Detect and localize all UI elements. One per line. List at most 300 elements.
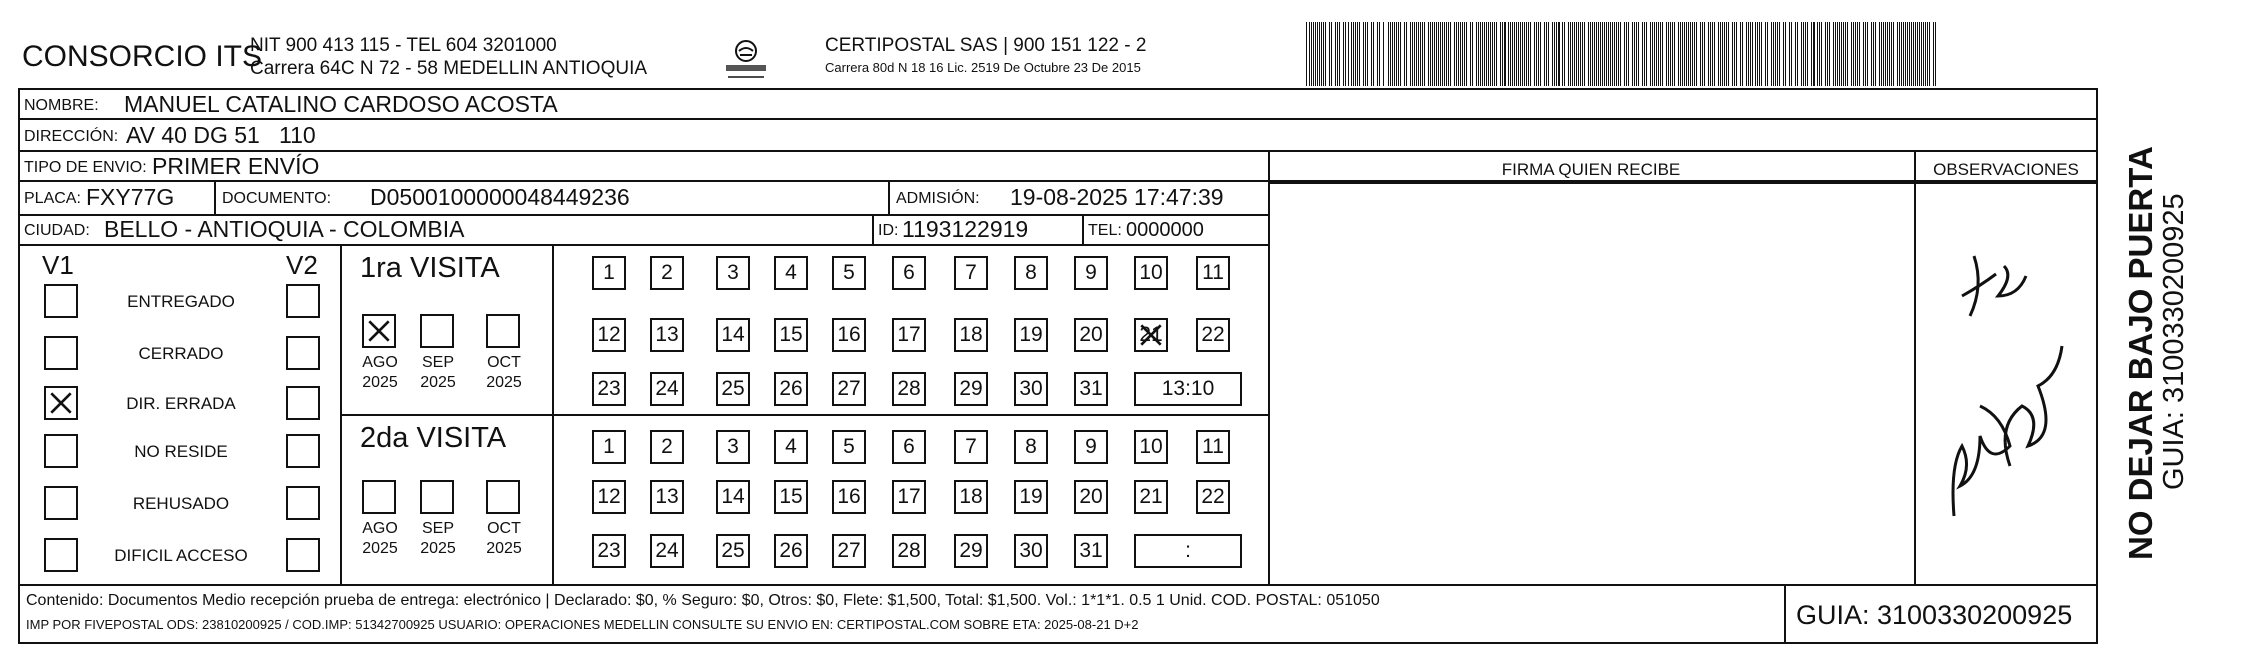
day-checkbox[interactable]: 20 [1074,318,1108,352]
barcode-bar [1871,22,1872,86]
license-line: Carrera 80d N 18 16 Lic. 2519 De Octubre 23 De 2015 [825,60,1141,75]
barcode-bar [1750,22,1751,86]
barcode-bar [1514,22,1515,86]
barcode-bar [1752,22,1753,86]
day-checkbox[interactable]: 22 [1196,480,1230,514]
barcode-bar [1618,22,1619,86]
barcode-bar [1722,22,1723,86]
nit-line: NIT 900 413 115 - TEL 604 3201000 [250,35,557,56]
tipo-value: PRIMER ENVÍO [152,153,320,179]
day-checkbox[interactable]: 21 [1134,318,1168,352]
day-checkbox[interactable]: 1 [592,256,626,290]
day-checkbox[interactable]: 26 [774,372,808,406]
visit2-title: 2da VISITA [360,422,507,454]
day-checkbox[interactable]: 29 [954,372,988,406]
barcode-bar [1710,22,1711,86]
barcode-bar [1642,22,1643,86]
barcode-bar [1889,22,1890,86]
status-v2-checkbox[interactable] [286,434,320,468]
status-v2-checkbox[interactable] [286,486,320,520]
barcode-bar [1696,22,1697,86]
barcode-bar [1817,22,1818,86]
barcode-bar [1392,22,1393,86]
observaciones-header: OBSERVACIONES [1933,160,2079,179]
barcode-bar [1692,22,1693,86]
barcode-bar [1819,22,1820,86]
day-checkbox[interactable]: 10 [1134,430,1168,464]
barcode-bar [1594,22,1595,86]
barcode-bar [1702,22,1703,86]
month-checkbox[interactable] [420,480,454,514]
barcode-bar [1897,22,1898,86]
day-checkbox[interactable]: 17 [892,480,926,514]
barcode-bar [1534,22,1535,86]
barcode-bar [1654,22,1655,86]
day-checkbox[interactable]: 5 [832,256,866,290]
v1-label: V1 [42,250,74,280]
barcode-bar [1564,22,1565,86]
tipo-label: TIPO DE ENVIO: [24,159,147,176]
day-checkbox[interactable]: 4 [774,430,808,464]
barcode-bar [1668,22,1669,86]
company-name: CONSORCIO ITS [22,40,263,73]
barcode-bar [1406,22,1407,86]
day-checkbox[interactable]: 30 [1014,534,1048,568]
barcode-bar [1516,22,1517,86]
status-v1-checkbox[interactable] [44,538,78,572]
day-checkbox[interactable]: 22 [1196,318,1230,352]
barcode-bar [1584,22,1585,86]
barcode-bar [1893,22,1894,86]
barcode-bar [1811,22,1812,86]
barcode-bar [1636,22,1637,86]
barcode-bar [1464,22,1465,86]
barcode-bar [1570,22,1571,86]
day-checkbox[interactable]: 19 [1014,480,1048,514]
day-checkbox[interactable]: 14 [716,318,750,352]
day-checkbox[interactable]: 6 [892,256,926,290]
day-checkbox[interactable]: 6 [892,430,926,464]
barcode-bar [1383,22,1384,86]
month-label: AGO [362,354,398,371]
barcode-bar [1795,22,1796,86]
barcode-bar [1422,22,1423,86]
barcode-bar [1686,22,1687,86]
direccion-value: AV 40 DG 51 110 [126,122,316,148]
barcode-bar [1925,22,1926,86]
day-checkbox[interactable]: 31 [1074,372,1108,406]
barcode-bar [1837,22,1838,86]
barcode-bar [1528,22,1529,86]
barcode-bar [1608,22,1609,86]
status-label: CERRADO [138,344,224,363]
day-checkbox[interactable]: 28 [892,534,926,568]
barcode-bar [1520,22,1521,86]
barcode-bar [1412,22,1413,86]
day-checkbox[interactable]: 17 [892,318,926,352]
day-checkbox[interactable]: 15 [774,480,808,514]
barcode-bar [1652,22,1653,86]
day-checkbox[interactable]: 18 [954,318,988,352]
barcode-bar [1588,22,1589,86]
barcode-bar [1847,22,1848,86]
day-checkbox[interactable]: 25 [716,372,750,406]
barcode-bar [1783,22,1784,86]
day-checkbox[interactable]: 19 [1014,318,1048,352]
day-checkbox[interactable]: 9 [1074,430,1108,464]
month-checkbox[interactable] [486,314,520,348]
day-checkbox[interactable]: 3 [716,256,750,290]
barcode-bar [1482,22,1483,86]
documento-value: D0500100000048449236 [370,184,630,210]
day-checkbox[interactable]: 2 [650,430,684,464]
barcode-bar [1616,22,1617,86]
barcode-bar [1317,22,1318,86]
v2-label: V2 [286,250,318,280]
month-year: 2025 [486,540,522,557]
barcode-bar [1660,22,1661,86]
barcode-bar [1650,22,1651,86]
month-label: SEP [421,354,454,371]
barcode-bar [1700,22,1701,86]
barcode-bar [1488,22,1489,86]
barcode-bar [1644,22,1645,86]
barcode-bar [1833,22,1834,86]
day-checkbox[interactable]: 13 [650,318,684,352]
barcode-bar [1394,22,1395,86]
month-label: SEP [421,520,454,537]
barcode-bar [1428,22,1429,86]
barcode-bar [1670,22,1671,86]
barcode-bar [1777,22,1778,86]
barcode-bar [1602,22,1603,86]
certipostal-logo [722,34,770,82]
barcode-bar [1472,22,1473,86]
no-dejar-bajo-puerta: NO DEJAR BAJO PUERTA [2122,146,2159,560]
day-checkbox[interactable]: 3 [716,430,750,464]
barcode-bar [1843,22,1844,86]
barcode-bar [1335,22,1336,86]
barcode-bar [1512,22,1513,86]
barcode-bar [1728,22,1729,86]
ciudad-label: CIUDAD: [24,222,90,239]
barcode-bar [1658,22,1659,86]
barcode-bar [1789,22,1790,86]
barcode-bar [1331,22,1332,86]
barcode-bar [1905,22,1906,86]
month-year: 2025 [420,540,456,557]
status-v2-checkbox[interactable] [286,284,320,318]
barcode-bar [1805,22,1806,86]
status-label: DIR. ERRADA [126,394,236,413]
barcode-bar [1911,22,1912,86]
day-checkbox[interactable]: 4 [774,256,808,290]
day-checkbox[interactable]: 18 [954,480,988,514]
barcode-bar [1319,22,1320,86]
day-checkbox[interactable]: 29 [954,534,988,568]
side-guia: GUIA: 3100330200925 [2158,193,2190,490]
day-checkbox[interactable]: 10 [1134,256,1168,290]
status-v1-checkbox[interactable] [44,386,78,420]
barcode-bar [1734,22,1735,86]
barcode-bar [1440,22,1441,86]
barcode-bar [1907,22,1908,86]
firma-header: FIRMA QUIEN RECIBE [1501,160,1681,179]
barcode-bar [1726,22,1727,86]
status-v2-checkbox[interactable] [286,336,320,370]
status-v2-checkbox[interactable] [286,538,320,572]
barcode-bar [1502,22,1503,86]
admision-value: 19-08-2025 17:47:39 [1010,184,1224,210]
barcode-bar [1548,22,1549,86]
day-checkbox[interactable]: 11 [1196,256,1230,290]
admision-label: ADMISIÓN: [896,190,980,207]
day-checkbox[interactable]: 11 [1196,430,1230,464]
barcode-bar [1510,22,1511,86]
barcode-bar [1580,22,1581,86]
barcode-bar [1742,22,1743,86]
barcode-bar [1714,22,1715,86]
placa-value: FXY77G [86,184,175,210]
barcode [1306,22,1946,86]
day-checkbox[interactable]: 23 [592,534,626,568]
barcode-bar [1604,22,1605,86]
day-checkbox[interactable]: 1 [592,430,626,464]
barcode-bar [1325,22,1326,86]
barcode-bar [1879,22,1880,86]
month-checkbox[interactable] [362,314,396,348]
day-checkbox[interactable]: 9 [1074,256,1108,290]
barcode-bar [1454,22,1455,86]
barcode-bar [1867,22,1868,86]
barcode-bar [1558,22,1560,86]
day-checkbox[interactable]: 14 [716,480,750,514]
barcode-bar [1851,22,1852,86]
barcode-bar [1775,22,1776,86]
day-checkbox[interactable]: 5 [832,430,866,464]
barcode-bar [1377,22,1378,86]
month-checkbox[interactable] [486,480,520,514]
day-checkbox[interactable]: 16 [832,318,866,352]
barcode-bar [1442,22,1443,86]
barcode-bar [1418,22,1419,86]
barcode-bar [1913,22,1914,86]
day-checkbox[interactable]: 16 [832,480,866,514]
day-checkbox[interactable]: 24 [650,534,684,568]
barcode-bar [1590,22,1591,86]
barcode-bar [1678,22,1679,86]
footer-contenido: Contenido: Documentos Medio recepción prueba de entrega: electrónico | Declarado: $0, % Seguro: $0, Otros: $0, Flete: $1,500, Total: $1,500. Vol.: 1*1*1. 0.5 1 Unid. COD. POSTAL: 051050 [26,592,1380,609]
barcode-bar [1656,22,1657,86]
day-checkbox[interactable]: 7 [954,430,988,464]
barcode-bar [1626,22,1627,86]
time-field[interactable]: : [1134,534,1242,568]
barcode-bar [1791,22,1792,86]
barcode-bar [1865,22,1866,86]
barcode-bar [1755,22,1756,86]
barcode-bar [1885,22,1886,86]
barcode-bar [1690,22,1691,86]
day-checkbox[interactable]: 24 [650,372,684,406]
day-checkbox[interactable]: 31 [1074,534,1108,568]
barcode-bar [1919,22,1920,86]
barcode-bar [1761,22,1762,86]
barcode-bar [1724,22,1725,86]
barcode-bar [1915,22,1916,86]
documento-label: DOCUMENTO: [222,190,332,207]
barcode-bar [1345,22,1346,86]
day-checkbox[interactable]: 23 [592,372,626,406]
barcode-bar [1759,22,1760,86]
barcode-bar [1883,22,1884,86]
status-v1-checkbox[interactable] [44,336,78,370]
time-field[interactable]: 13:10 [1134,372,1242,406]
barcode-bar [1508,22,1509,86]
barcode-bar [1803,22,1804,86]
barcode-bar [1708,22,1709,86]
barcode-bar [1829,22,1830,86]
day-checkbox[interactable]: 26 [774,534,808,568]
barcode-bar [1444,22,1445,86]
day-checkbox[interactable]: 27 [832,372,866,406]
barcode-bar [1480,22,1481,86]
day-checkbox[interactable]: 2 [650,256,684,290]
barcode-bar [1524,22,1525,86]
day-checkbox[interactable]: 8 [1014,430,1048,464]
status-v1-checkbox[interactable] [44,486,78,520]
barcode-bar [1821,22,1822,86]
barcode-bar [1779,22,1780,86]
placa-label: PLACA: [24,190,81,207]
barcode-bar [1634,22,1635,86]
barcode-bar [1470,22,1471,86]
barcode-bar [1923,22,1924,86]
status-label: ENTREGADO [127,292,235,311]
month-year: 2025 [362,540,398,557]
barcode-bar [1357,22,1358,86]
barcode-bar [1718,22,1719,86]
barcode-bar [1478,22,1479,86]
barcode-bar [1873,22,1874,86]
day-checkbox[interactable]: 28 [892,372,926,406]
status-v1-checkbox[interactable] [44,284,78,318]
barcode-bar [1839,22,1840,86]
month-checkbox[interactable] [420,314,454,348]
barcode-bar [1321,22,1322,86]
barcode-bar [1365,22,1366,86]
barcode-bar [1410,22,1411,86]
day-checkbox[interactable]: 20 [1074,480,1108,514]
barcode-bar [1921,22,1922,86]
barcode-bar [1887,22,1888,86]
barcode-bar [1592,22,1593,86]
footer-guia: GUIA: 3100330200925 [1796,600,2073,630]
barcode-bar [1414,22,1415,86]
day-checkbox[interactable]: 7 [954,256,988,290]
barcode-bar [1339,22,1340,86]
barcode-bar [1494,22,1495,86]
status-label: NO RESIDE [134,442,228,461]
barcode-bar [1424,22,1425,86]
day-checkbox[interactable]: 12 [592,318,626,352]
barcode-bar [1757,22,1758,86]
barcode-bar [1881,22,1882,86]
barcode-bar [1329,22,1330,86]
barcode-bar [1672,22,1673,86]
barcode-bar [1311,22,1312,86]
day-checkbox[interactable]: 25 [716,534,750,568]
barcode-bar [1662,22,1663,86]
barcode-bar [1416,22,1417,86]
day-checkbox[interactable]: 8 [1014,256,1048,290]
barcode-bar [1353,22,1354,86]
barcode-bar [1484,22,1485,86]
barcode-bar [1628,22,1629,86]
barcode-bar [1680,22,1681,86]
barcode-bar [1462,22,1463,86]
status-v1-checkbox[interactable] [44,434,78,468]
barcode-bar [1309,22,1310,86]
barcode-bar [1598,22,1599,86]
barcode-bar [1600,22,1601,86]
tel-value: 0000000 [1126,219,1204,241]
nombre-value: MANUEL CATALINO CARDOSO ACOSTA [124,91,558,117]
barcode-bar [1504,22,1506,86]
barcode-bar [1432,22,1433,86]
day-checkbox[interactable]: 12 [592,480,626,514]
barcode-bar [1500,22,1501,86]
barcode-bar [1348,22,1349,86]
day-checkbox[interactable]: 13 [650,480,684,514]
month-checkbox[interactable] [362,480,396,514]
day-checkbox[interactable]: 21 [1134,480,1168,514]
day-checkbox[interactable]: 27 [832,534,866,568]
barcode-bar [1620,22,1621,86]
barcode-bar [1572,22,1573,86]
barcode-bar [1614,22,1615,86]
barcode-bar [1765,22,1766,86]
certipostal-line: CERTIPOSTAL SAS | 900 151 122 - 2 [825,35,1147,56]
barcode-bar [1857,22,1858,86]
barcode-bar [1767,22,1768,86]
barcode-bar [1704,22,1705,86]
status-v2-checkbox[interactable] [286,386,320,420]
barcode-bar [1901,22,1902,86]
barcode-bar [1646,22,1647,86]
barcode-bar [1313,22,1314,86]
barcode-bar [1552,22,1553,86]
barcode-bar [1841,22,1842,86]
barcode-bar [1825,22,1826,86]
barcode-bar [1736,22,1737,86]
barcode-bar [1306,22,1307,86]
barcode-bar [1929,22,1930,86]
barcode-bar [1492,22,1493,86]
barcode-bar [1899,22,1900,86]
month-label: OCT [487,354,521,371]
barcode-bar [1771,22,1772,86]
barcode-bar [1682,22,1683,86]
barcode-bar [1712,22,1713,86]
day-checkbox[interactable]: 15 [774,318,808,352]
barcode-bar [1434,22,1435,86]
barcode-bar [1596,22,1597,86]
day-checkbox[interactable]: 30 [1014,372,1048,406]
barcode-bar [1903,22,1904,86]
barcode-bar [1450,22,1451,86]
barcode-bar [1436,22,1437,86]
barcode-bar [1522,22,1523,86]
